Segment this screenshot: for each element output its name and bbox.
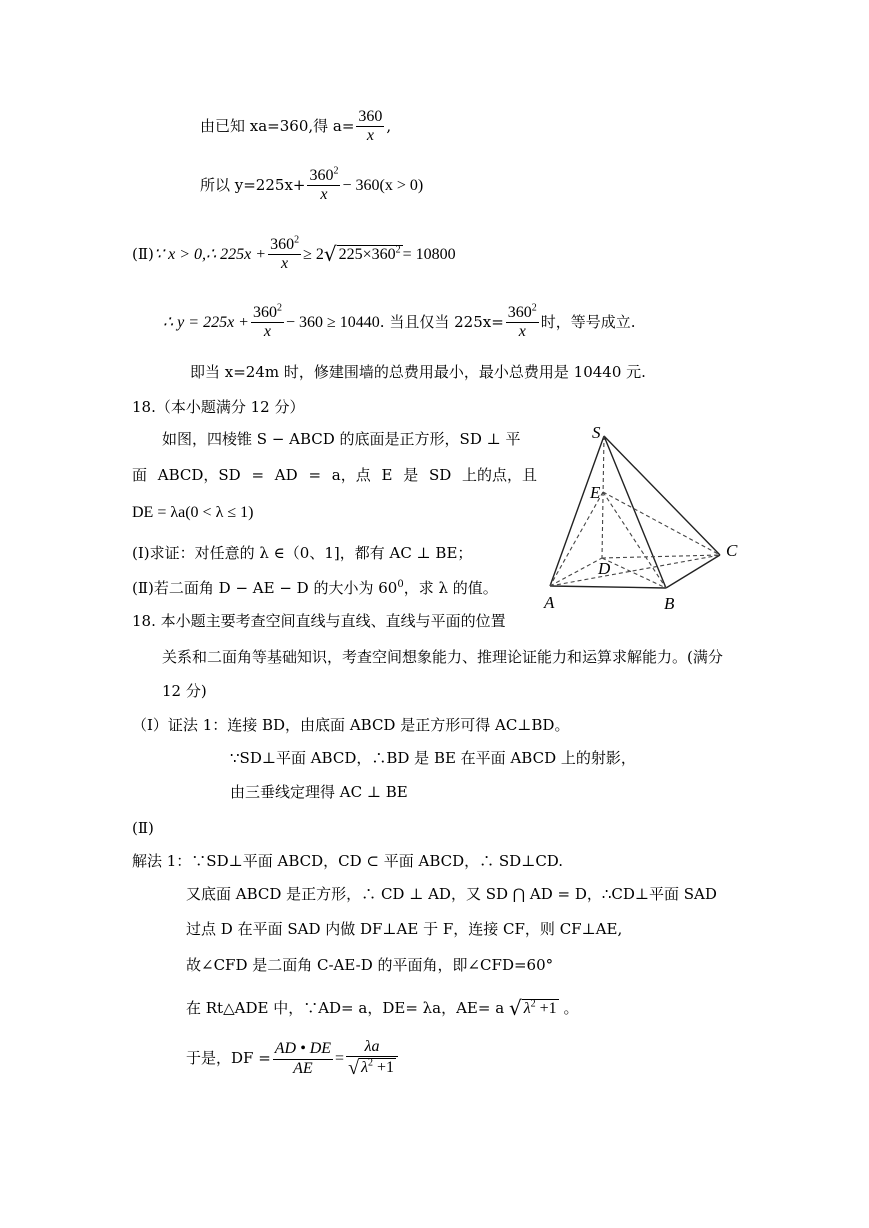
exponent: 2	[294, 234, 300, 246]
fraction	[506, 304, 539, 342]
df-formula	[186, 1038, 400, 1080]
y-min-statement	[163, 304, 636, 342]
solution-line: 解法 1：∵SD⊥平面 ABCD，CD ⊂ 平面 ABCD，∴ SD⊥CD.	[132, 852, 564, 870]
exponent: 2	[368, 1058, 373, 1070]
text: 由已知 xa=360,得 a=	[200, 116, 355, 135]
text: 于是，DF =	[186, 1049, 271, 1068]
answer-intro-line: 12 分)	[162, 682, 207, 700]
denominator: x	[518, 323, 526, 341]
proof-line: ∵SD⊥平面 ABCD，∴BD 是 BE 在平面 ABCD 上的射影，	[230, 749, 636, 767]
text: ，求 λ 的值。	[403, 579, 498, 597]
answer-intro-line: 关系和二面角等基础知识，考查空间想象能力、推理论证能力和运算求解能力。(满分	[162, 648, 723, 666]
math: = 10800	[402, 245, 456, 263]
radicand-tail: +1	[535, 1000, 557, 1017]
point-label-e: E	[590, 483, 601, 502]
text: (Ⅱ)若二面角 D − AE − D 的大小为 60	[132, 579, 398, 597]
proof-line: 由三垂线定理得 AC ⊥ BE	[230, 783, 408, 801]
text: 在 Rt△ADE 中，∵AD= a，DE= λa，AE= a	[186, 999, 505, 1017]
numerator: 360	[270, 236, 295, 253]
exponent: 2	[395, 244, 401, 256]
vertex-label-b: B	[664, 594, 675, 613]
denominator: x	[263, 323, 272, 341]
fraction	[356, 108, 384, 146]
math: ≥ 2	[303, 245, 324, 263]
part-label: (Ⅱ)	[132, 244, 154, 263]
pyramid-figure	[540, 420, 760, 615]
denominator: x	[281, 255, 289, 273]
text: ,	[386, 116, 392, 135]
solution-line: 过点 D 在平面 SAD 内做 DF⊥AE 于 F，连接 CF，则 CF⊥AE,	[186, 920, 623, 938]
radicand: 225×360	[338, 245, 396, 263]
text: 时，等号成立.	[540, 312, 636, 331]
numerator: 360	[507, 304, 532, 321]
numerator: 360	[252, 304, 277, 321]
problem-part-i: (Ⅰ)求证：对任意的 λ ∈（0、1]，都有 AC ⊥ BE；	[132, 544, 473, 562]
text: . 当且仅当 225x=	[379, 312, 504, 331]
numerator: λa	[346, 1038, 398, 1057]
exponent: 2	[530, 998, 536, 1010]
vertex-label-c: C	[726, 541, 738, 560]
fraction	[268, 236, 301, 274]
problem-part-ii	[132, 581, 498, 596]
exponent: 2	[276, 302, 282, 314]
solution-line: 在 Rt△ADE 中，∵AD= a，DE= λa，AE= a √ $\lambda^2 +1$ 。	[186, 996, 579, 1020]
formula-y	[200, 167, 423, 205]
proof-line: （Ⅰ）证法 1：连接 BD，由底面 ABCD 是正方形可得 AC⊥BD。	[132, 716, 570, 734]
radicand: λ	[361, 1059, 368, 1077]
problem-title: 18.（本小题满分 12 分）	[132, 398, 305, 416]
solution-line: 故∠CFD 是二面角 C-AE-D 的平面角，即∠CFD=60°	[186, 956, 554, 974]
part-ii-inequality: (Ⅱ)∵ x > 0,∴ 225x + $\frac{360^2}{x}$ ≥ 2√ $225\times 360^2 = 10800$	[132, 234, 456, 273]
degree: 0	[397, 579, 404, 590]
math: ∵ x > 0,∴ 225x +	[153, 245, 267, 263]
fraction	[251, 304, 284, 342]
radical	[359, 1058, 396, 1076]
math: − 360 ≥ 10440	[285, 313, 380, 331]
denominator: x	[320, 186, 328, 204]
text: − 360(x > 0)	[342, 176, 424, 194]
numerator: 360	[356, 108, 384, 127]
radical	[337, 245, 403, 263]
vertex-label-d: D	[598, 559, 611, 578]
radicand: λ	[523, 1000, 531, 1017]
vertex-label-a: A	[544, 593, 555, 612]
answer-intro-line: 18. 本小题主要考查空间直线与直线、直线与平面的位置	[132, 612, 506, 630]
fraction	[273, 1040, 333, 1078]
exponent: 2	[333, 165, 339, 177]
fraction	[307, 167, 340, 205]
math: =	[335, 1050, 345, 1068]
conclusion-text: 即当 x=24m 时，修建围墙的总费用最小，最小总费用是 10440 元.	[190, 363, 646, 381]
vertex-label-s: S	[592, 423, 601, 442]
solution-line: 又底面 ABCD 是正方形，∴ CD ⊥ AD，又 SD ⋂ AD = D，∴CD⊥平面 SAD	[186, 885, 717, 903]
denominator: AE	[293, 1059, 313, 1077]
numerator: 360	[309, 167, 334, 184]
problem-text-line: DE = λa(0 < λ ≤ 1)	[132, 504, 254, 521]
text: 所以 y=225x+	[200, 175, 306, 194]
math: ∴ y = 225x +	[163, 313, 249, 331]
problem-text-line: 如图，四棱锥 S − ABCD 的底面是正方形，SD ⊥ 平	[162, 430, 521, 448]
text: 。	[563, 999, 579, 1017]
numerator: AD • DE	[273, 1040, 333, 1059]
radical	[522, 999, 559, 1017]
problem-text-line: 面 ABCD，SD = AD = a，点 E 是 SD 上的点，且	[132, 466, 538, 484]
denominator: x	[366, 127, 374, 145]
exponent: 2	[531, 302, 537, 314]
part-label: (Ⅱ)	[132, 819, 154, 837]
radicand-tail: +1	[373, 1059, 395, 1077]
formula-a	[200, 108, 391, 146]
fraction: $\frac{\lambda a}{√ \lambda^2 +1}$	[346, 1038, 398, 1080]
